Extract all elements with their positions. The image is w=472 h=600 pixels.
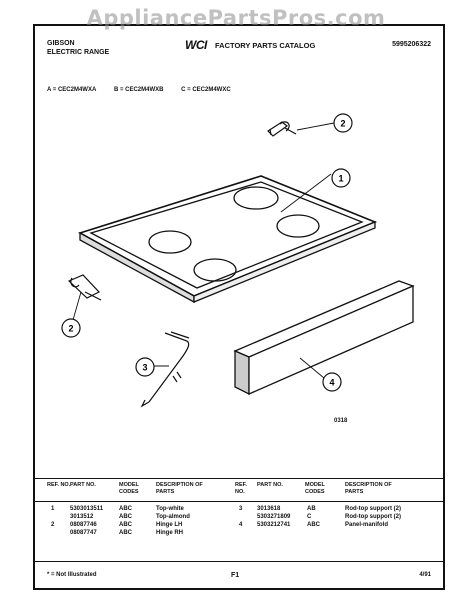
catalog-title: FACTORY PARTS CATALOG [215,41,316,50]
table-row-model: ABC [119,522,132,528]
table-row-part: 3013512 [70,514,94,520]
hinge-right-part [268,122,296,136]
callout-4 [323,373,341,391]
not-illustrated-note: * = Not Illustrated [47,572,97,578]
table-top-rule [35,478,443,479]
hinge-left-part [69,275,101,300]
table-row-desc: Hinge RH [156,530,183,536]
svg-text:2: 2 [340,118,346,129]
header-ref-2: REF. NO. [235,482,247,495]
revision-date: 4/91 [419,572,431,578]
model-c: C = CEC2M4WXC [181,87,231,93]
page-id: F1 [231,572,240,579]
model-a: A = CEC2M4WXA [47,87,97,93]
table-row-model: ABC [307,522,320,528]
model-b: B = CEC2M4WXB [113,87,164,93]
header-desc: DESCRIPTION OF PARTS [156,482,203,495]
table-row-ref: 3 [239,506,243,512]
table-row-model: C [307,514,312,520]
header-model-2: MODEL CODES [305,482,325,495]
table-row-desc: Rod-top support (2) [345,506,401,512]
brand-name: GIBSON [47,40,75,47]
table-row-part: 5303212741 [257,522,291,528]
table-row-model: ABC [119,530,132,536]
table-row-ref: 1 [51,506,55,512]
table-row-desc: Rod-top support (2) [345,514,401,520]
callout-1 [332,169,350,187]
exploded-parts-diagram [35,26,443,466]
header-part-2: PART NO. [257,482,283,488]
callout-3 [136,358,154,376]
callout-2-top [334,114,352,132]
wci-logo: WCI [185,38,207,52]
parts-catalog-sheet [33,24,445,590]
table-row-desc: Panel-manifold [345,522,389,528]
svg-text:2: 2 [68,323,74,334]
product-name: ELECTRIC RANGE [47,49,110,56]
header-part: PART NO. [70,482,96,488]
table-row-desc: Top-almond [156,514,190,520]
table-row-ref: 4 [239,522,243,528]
table-row-part: 3013618 [257,506,281,512]
table-row-part: 5303013511 [70,506,104,512]
svg-text:1: 1 [338,173,344,184]
header-ref: REF. NO. [47,482,71,488]
watermark: AppliancePartsPros.com [86,6,386,30]
cooktop-part [80,173,375,302]
table-row-model: ABC [119,506,132,512]
table-row-model: ABC [119,514,132,520]
table-row-part: 5303271809 [257,514,291,520]
table-row-model: AB [307,506,316,512]
svg-text:3: 3 [142,362,148,373]
table-row-part: 08087747 [70,530,97,536]
table-row-ref: 2 [51,522,55,528]
svg-text:4: 4 [329,377,335,388]
header-desc-2: DESCRIPTION OF PARTS [345,482,392,495]
table-header-rule [35,501,443,502]
table-row-part: 08087746 [70,522,97,528]
callout-2-left [62,319,80,337]
table-row-desc: Hinge LH [156,522,183,528]
table-bottom-rule [35,561,443,562]
catalog-number: 5995206322 [392,41,431,48]
table-row-desc: Top-white [156,506,184,512]
figure-code: 0318 [334,418,348,424]
header-model: MODEL CODES [119,482,139,495]
